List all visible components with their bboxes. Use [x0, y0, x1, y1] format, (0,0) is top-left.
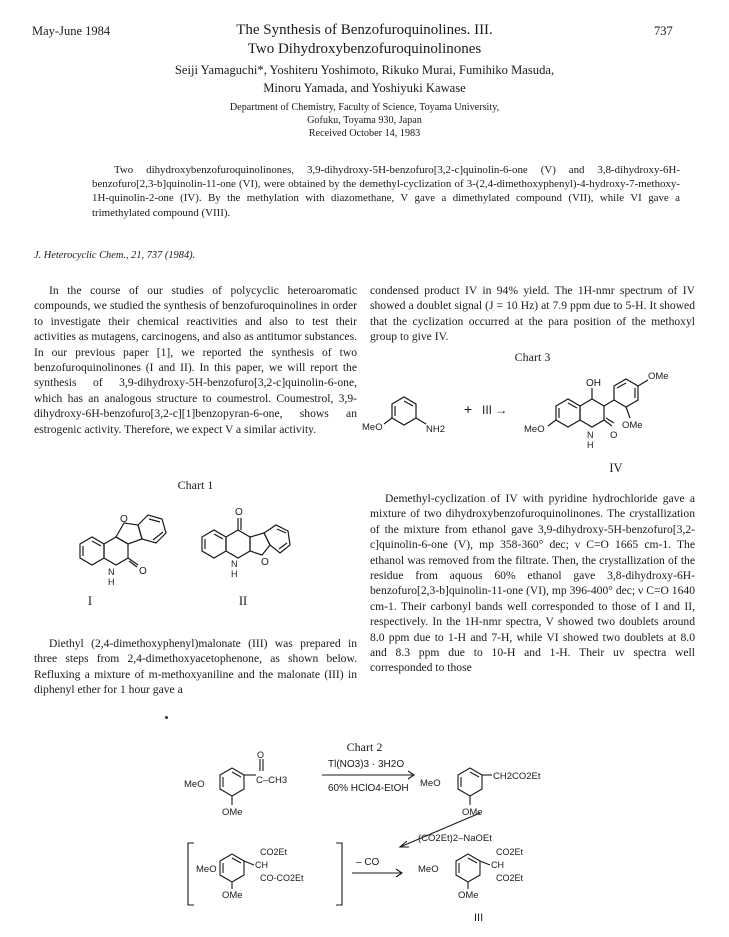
- struct-I-atom-O-carbonyl: O: [139, 566, 147, 577]
- start-o: O: [257, 750, 265, 760]
- product-h: H: [587, 440, 594, 450]
- chart1-structures: [34, 495, 357, 610]
- compound-label-I: I: [87, 594, 93, 608]
- struct-II-atom-O-carbonyl: O: [235, 507, 243, 518]
- final-ch: CH: [491, 860, 504, 870]
- final-meo: MeO: [418, 864, 439, 875]
- start-ketone: C–CH3: [256, 775, 288, 786]
- chart2-scheme: [180, 750, 720, 935]
- authors-line1: Seiji Yamaguchi*, Yoshiteru Yoshimoto, Rikuko Murai, Fumihiko Masuda,: [174, 63, 555, 77]
- reactant-nh2: NH2: [426, 424, 446, 435]
- running-header-date: May-June 1984: [32, 24, 111, 38]
- struct-II-atom-H: H: [231, 569, 238, 579]
- left-para2-text: Diethyl (2,4-dimethoxyphenyl)malonate (III) was prepared in three steps from 2,4-dimethoxyacetophenone, as shown below. Refluxing a mixture of m-methoxyaniline and the malonate (III) in diphenyl ether for 1 hour gave a: [34, 637, 357, 697]
- product-o: O: [610, 430, 618, 441]
- right-para1-text: condensed product IV in 94% yield. The 1H-nmr spectrum of IV showed a doublet signal (J = 10 Hz) at 7.9 ppm due to 5-H. It showed that the cyclization occurred at the para position of the methoxyl group to give IV.: [370, 284, 695, 344]
- product-meo: MeO: [524, 424, 545, 435]
- struct-I-pyridinone: [104, 537, 128, 565]
- abstract-text: Two dihydroxybenzofuroquinolinones, 3,9-dihydroxy-5H-benzofuro[3,2-c]quinolin-6-one (V) and 3,8-dihydroxy-6H-benzofuro[2,3-b]quinolin-11-one (VI), were obtained by the demethyl-cyclization of 3-(2,4-dimethoxyphenyl)-4-hydroxy-7-methoxy-1H-quinolin-2-one (IV). By the methylation with diazomethane, V gave a dimethylated compound (VII), while VI gave a trimethylated compound (VIII).: [92, 164, 680, 219]
- intermediate-chain: CH2CO2Et: [493, 771, 541, 782]
- authors-line2: Minoru Yamada, and Yoshiyuki Kawase: [263, 81, 466, 95]
- struct-I-atom-N: N: [108, 567, 115, 577]
- final-co2et-top: CO2Et: [496, 847, 524, 857]
- bracket-co2et: CO2Et: [260, 847, 288, 857]
- right-para2-text: Demethyl-cyclization of IV with pyridine hydrochloride gave a mixture of two dihydroxybenzofuroquinolinones. The crystallization of the mixture from ethanol gave 3,9-dihydroxy-5H-benzofuro[3,2-c]quinolin-6-one (V), mp 358-360° dec; ν C=O 1665 cm-1. The ethanol was removed from the filtrate. Then, the crystallization of the residue from aquous 60% ethanol gave 3,8-dihydroxy-6H-benzofuro[2,3-b]quinolin-11-one (VI), mp 396-400° dec; ν C=O 1640 cm-1. Their carbonyl bands well corresponded to those of I and II, respectively. In the 1H-nmr spectra, V showed two doublets around 8.0 ppm due to 1-H and 7-H, while VI showed two doublets at 8.0 and 8.3 ppm due to 10-H and 1-H. Their uv spectra well corresponded to those: [370, 492, 695, 675]
- reagent-arrow: III →: [482, 403, 508, 417]
- compound-label-II: II: [238, 594, 248, 608]
- bracket-ome: OMe: [222, 890, 243, 901]
- bracket-ch: CH: [255, 860, 268, 870]
- product-oh: OH: [586, 378, 601, 389]
- affiliation-line2: Gofuku, Toyama 930, Japan: [307, 115, 422, 126]
- product-n: N: [587, 430, 594, 440]
- minus-co: – CO: [356, 857, 380, 868]
- stray-dot: [165, 716, 168, 719]
- intermediate-ome: OMe: [462, 807, 483, 818]
- struct-II-atom-O: O: [261, 557, 269, 568]
- bracket-meo: MeO: [196, 864, 217, 875]
- right-column-para2: [370, 491, 695, 676]
- chart3-caption: Chart 3: [514, 350, 551, 364]
- abstract: [92, 163, 680, 220]
- right-column-para1: [370, 283, 695, 345]
- chart1-caption: Chart 1: [177, 478, 214, 492]
- final-ome: OMe: [458, 890, 479, 901]
- reagent-oxalate: (CO2Et)2–NaOEt: [418, 833, 492, 844]
- final-co2et-bottom: CO2Et: [496, 873, 524, 883]
- left-column-para2: [34, 636, 357, 698]
- plus-sign: +: [464, 401, 473, 417]
- affiliation-line1: Department of Chemistry, Faculty of Science, Toyama University,: [229, 102, 500, 113]
- reactant-meo: MeO: [362, 422, 383, 433]
- chart3-reaction: [360, 362, 700, 462]
- struct-II-atom-N: N: [231, 559, 238, 569]
- paper-title-line1: The Synthesis of Benzofuroquinolines. III.: [236, 22, 493, 38]
- bracket-coco2et: CO-CO2Et: [260, 873, 304, 883]
- product-ome-mid: OMe: [622, 420, 643, 431]
- compound-label-III: III: [474, 912, 484, 924]
- struct-II-furan: [250, 533, 270, 555]
- reagent-thallium: Tl(NO3)3 · 3H2O: [328, 759, 405, 770]
- start-ome: OMe: [222, 807, 243, 818]
- chart2-caption: Chart 2: [346, 740, 383, 754]
- left-column-para1: [34, 283, 357, 437]
- received-date: Received October 14, 1983: [308, 128, 421, 139]
- citation: J. Heterocyclic Chem., 21, 737 (1984).: [34, 250, 196, 261]
- intermediate-meo: MeO: [420, 778, 441, 789]
- struct-I-atom-O: O: [120, 514, 128, 525]
- reagent-acid: 60% HClO4-EtOH: [328, 783, 409, 794]
- start-meo: MeO: [184, 779, 205, 790]
- left-para1-text: In the course of our studies of polycyclic heteroaromatic compounds, we studied the synthesis of benzofuroquinolines in order to investigate their chemical reactivities and also to test their activities as mutagens, carcinogens, and also as antitumor substances. In our previous paper [1], we reported the synthesis of two benzofuroquinolinones (I and II). In this paper, we will report the synthesis of 3,9-dihydroxy-5H-benzofuro[3,2-c]quinolin-6-one, which has an analogous structure to coumestrol. Coumestrol, 3,9-dihydroxy-6H-benzofuro[3,2-c][1]benzopyran-6-one, shows an estrogenic activity. Therefore, we expect V a similar activity.: [34, 284, 357, 436]
- compound-label-IV: IV: [609, 461, 623, 475]
- product-ome-top: OMe: [648, 371, 669, 382]
- struct-I-atom-H: H: [108, 577, 115, 587]
- struct-II-pyridinone: [226, 530, 250, 558]
- paper-title-line2: Two Dihydroxybenzofuroquinolinones: [247, 41, 482, 57]
- quinolinone-pyridone-ring: [580, 399, 604, 427]
- page-number: 737: [654, 24, 673, 38]
